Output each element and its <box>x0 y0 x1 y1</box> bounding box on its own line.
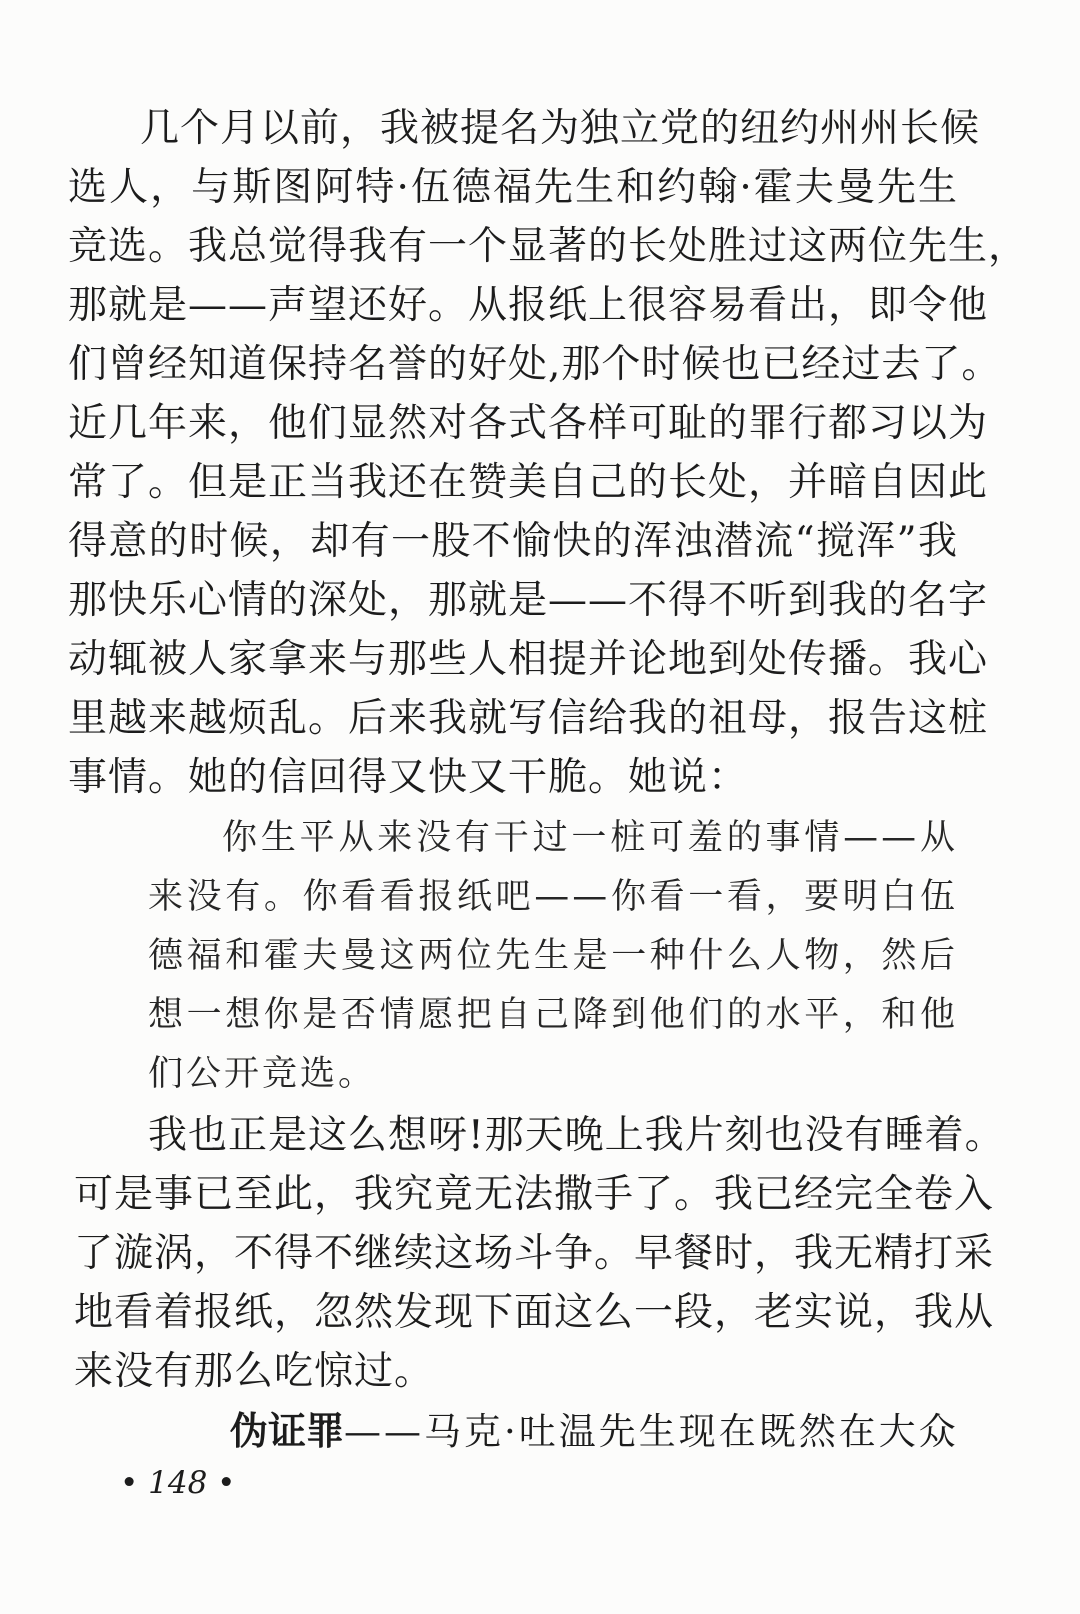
page-number: • 148 • <box>120 1465 236 1501</box>
text-line: 地看着报纸，忽然发现下面这么一段，老实说，我从 <box>74 1290 995 1335</box>
quote-line: 德福和霍夫曼这两位先生是一种什么人物，然后 <box>148 936 958 976</box>
quote-line: 想一想你是否情愿把自己降到他们的水平，和他 <box>148 995 958 1035</box>
text-line: 可是事已至此，我究竟无法撒手了。我已经完全卷入 <box>74 1172 995 1217</box>
text-line: 我也正是这么想呀!那天晚上我片刻也没有睡着。 <box>148 1113 1005 1158</box>
headline-title: 伪证罪 <box>230 1409 345 1453</box>
text-line: 来没有那么吃惊过。 <box>74 1349 435 1394</box>
text-line: 竞选。我总觉得我有一个显著的长处胜过这两位先生， <box>68 224 1029 269</box>
text-line: 了漩涡，不得不继续这场斗争。早餐时，我无精打采 <box>74 1231 995 1276</box>
quote-line: 你生平从来没有干过一桩可羞的事情——从 <box>222 818 958 858</box>
text-line: 近几年来，他们显然对各式各样可耻的罪行都习以为 <box>68 401 989 446</box>
text-line: 那快乐心情的深处，那就是——不得不听到我的名字 <box>68 578 989 623</box>
newspaper-excerpt <box>230 1400 958 1462</box>
text-line: 常了。但是正当我还在赞美自己的长处，并暗自因此 <box>68 460 989 505</box>
quote-line: 来没有。你看看报纸吧——你看一看，要明白伍 <box>148 877 958 917</box>
headline-text: ——马克·吐温先生现在既然在大众 <box>344 1410 959 1453</box>
text-line: 得意的时候，却有一股不愉快的浑浊潜流“搅浑”我 <box>68 519 958 564</box>
text-line: 们曾经知道保持名誉的好处,那个时候也已经过去了。 <box>68 342 1002 387</box>
text-line: 里越来越烦乱。后来我就写信给我的祖母，报告这桩 <box>68 696 989 741</box>
quote-line: 们公开竞选。 <box>148 1054 377 1094</box>
text-line: 动辄被人家拿来与那些人相提并论地到处传播。我心 <box>68 637 989 682</box>
text-line: 几个月以前，我被提名为独立党的纽约州州长候 <box>140 106 981 151</box>
text-line: 事情。她的信回得又快又干脆。她说： <box>68 755 749 800</box>
text-line: 选人，与斯图阿特·伍德福先生和约翰·霍夫曼先生 <box>68 165 958 210</box>
text-line: 那就是——声望还好。从报纸上很容易看出，即令他 <box>68 283 989 328</box>
